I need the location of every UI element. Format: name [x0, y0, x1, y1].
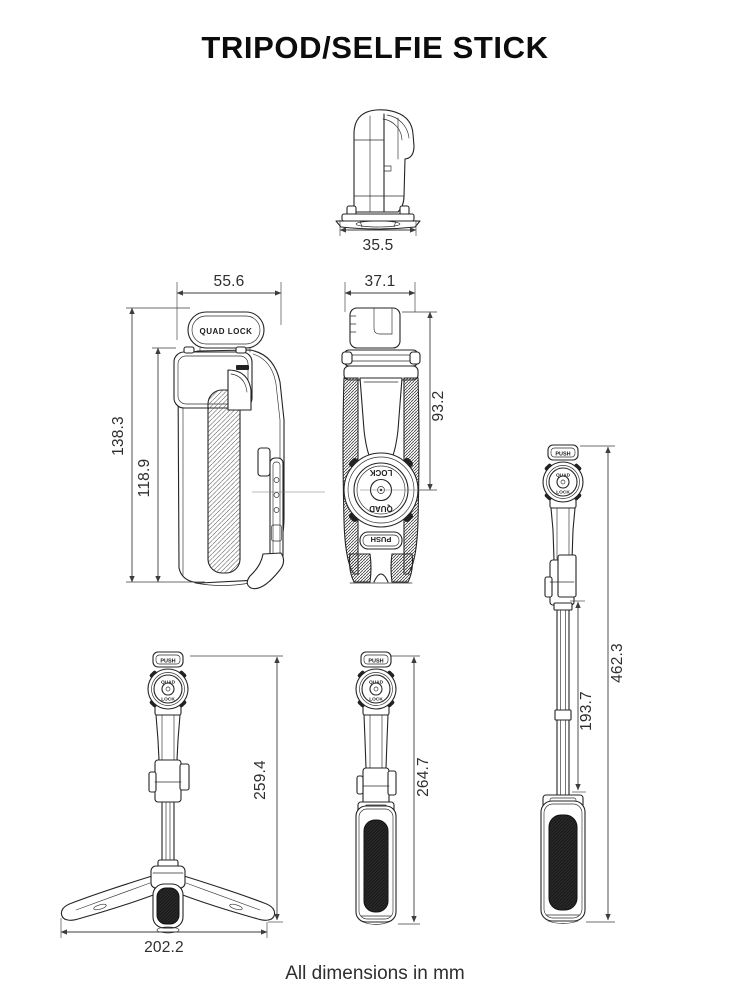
dim-front-height-value: 93.2	[430, 390, 447, 422]
dim-extended-pole-value: 193.7	[578, 691, 595, 731]
dim-tripod-width-value: 202.2	[144, 939, 184, 956]
dim-closed-height-value: 264.7	[415, 757, 432, 797]
footer-note: All dimensions in mm	[285, 963, 465, 984]
mount-quad-label: QUAD	[369, 504, 393, 513]
mount-quad-label: QUAD	[555, 473, 571, 479]
dim-extended-pole	[570, 601, 595, 792]
dim-top-width-value: 35.5	[362, 237, 394, 254]
top-view-drawing	[330, 100, 450, 260]
center-leg-grip	[157, 888, 179, 924]
push-label: PUSH	[368, 658, 384, 665]
quad-lock-mount	[543, 462, 583, 502]
dim-side-height-body-value: 118.9	[136, 458, 153, 498]
dim-side-height-total-value: 138.3	[110, 416, 127, 456]
side-view-drawing	[100, 270, 335, 605]
push-label: PUSH	[370, 535, 392, 544]
page-title: TRIPOD/SELFIE STICK	[201, 30, 549, 65]
top-view-body	[336, 110, 420, 229]
front-view-drawing	[330, 270, 460, 605]
dim-side-width-value: 55.6	[213, 273, 245, 290]
front-view-body	[342, 308, 420, 583]
quad-lock-mount	[148, 669, 188, 709]
closed-view-body	[356, 652, 396, 925]
mount-lock-label: LOCK	[556, 490, 570, 496]
dim-extended-total	[580, 446, 626, 922]
tripod-view-body	[61, 652, 274, 933]
mount-quad-label: QUAD	[368, 680, 384, 686]
dim-front-width-value: 37.1	[364, 273, 396, 290]
handle-grip	[549, 815, 577, 910]
push-label: PUSH	[160, 658, 176, 665]
handle-grip	[364, 820, 388, 912]
dim-side-height-body	[136, 348, 176, 582]
mount-lock-label: LOCK	[161, 697, 175, 703]
mount-quad-label: QUAD	[160, 680, 176, 686]
push-label: PUSH	[555, 451, 571, 458]
quad-lock-capsule-label: QUAD LOCK	[199, 327, 253, 336]
quad-lock-mount	[356, 669, 396, 709]
dim-front-width	[345, 273, 415, 312]
tripod-view-drawing	[40, 640, 300, 960]
side-view-body	[174, 312, 325, 589]
dim-extended-total-value: 462.3	[609, 643, 626, 683]
extended-view-drawing	[528, 435, 643, 935]
mount-lock-label: LOCK	[369, 697, 383, 703]
mount-lock-label: LOCK	[369, 468, 393, 477]
dim-tripod-height-value: 259.4	[252, 760, 269, 800]
closed-view-drawing	[344, 640, 454, 960]
